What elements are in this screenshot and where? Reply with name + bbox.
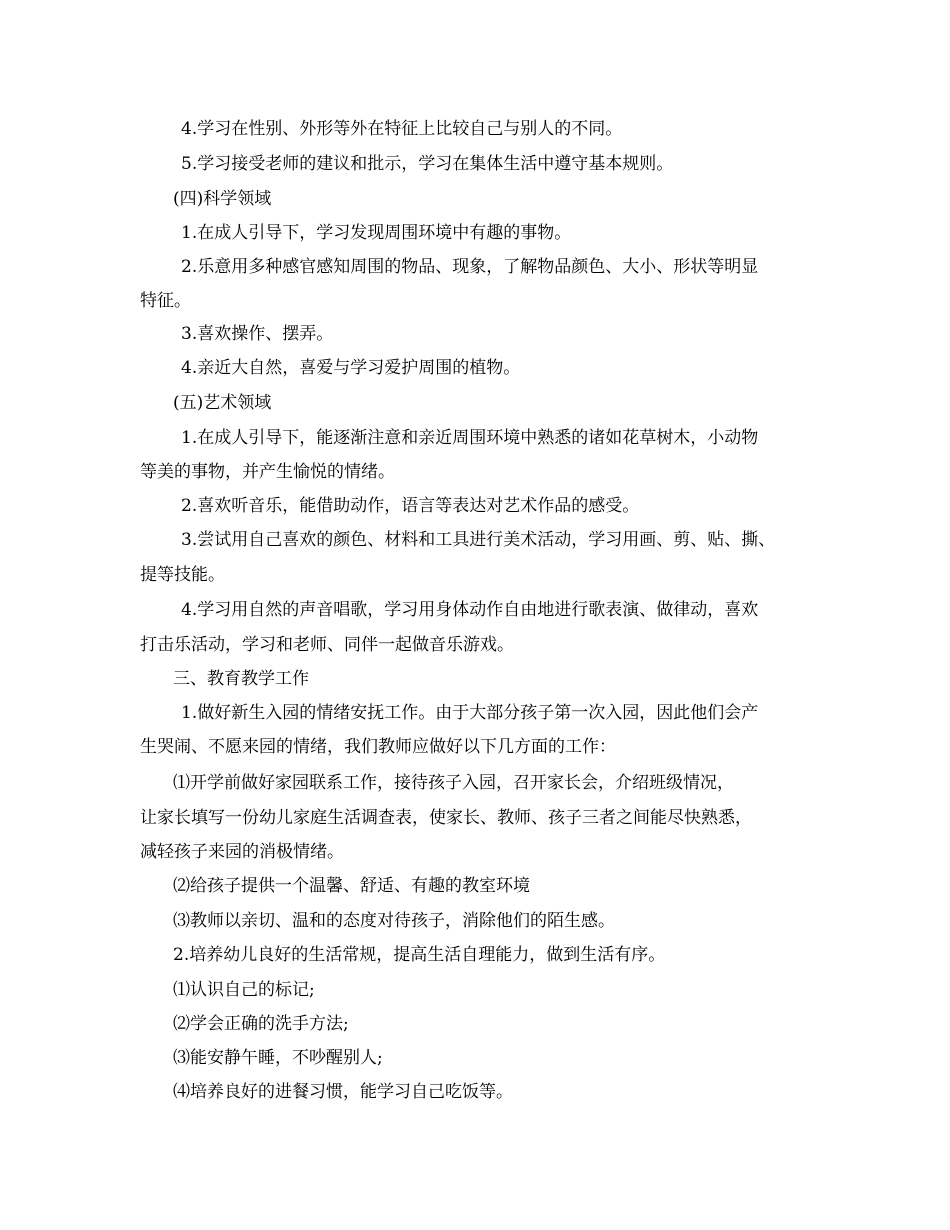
paragraph-line: ⑶教师以亲切、温和的态度对待孩子，消除他们的陌生感。 [173, 911, 615, 931]
paragraph-line: 减轻孩子来园的消极情绪。 [140, 842, 344, 862]
paragraph-line: 3.尝试用自己喜欢的颜色、材料和工具进行美术活动，学习用画、剪、贴、撕、 [181, 530, 776, 550]
paragraph-line: 4.学习在性别、外形等外在特征上比较自己与别人的不同。 [181, 119, 623, 139]
paragraph-line: 生哭闹、不愿来园的情绪，我们教师应做好以下几方面的工作： [140, 737, 616, 757]
paragraph-line: 等美的事物，并产生愉悦的情绪。 [140, 462, 395, 482]
paragraph-line: 2.培养幼儿良好的生活常规，提高生活自理能力，做到生活有序。 [173, 945, 666, 965]
paragraph-line: 提等技能。 [140, 565, 225, 585]
paragraph-line: 特征。 [140, 291, 191, 311]
list-item: ⑷培养良好的进餐习惯，能学习自己吃饭等。 [173, 1082, 513, 1102]
paragraph-line: 2.乐意用多种感官感知周围的物品、现象，了解物品颜色、大小、形状等明显 [181, 257, 759, 277]
paragraph-line: ⑴开学前做好家园联系工作，接待孩子入园，召开家长会，介绍班级情况， [173, 773, 734, 793]
paragraph-line: 4.亲近大自然，喜爱与学习爱护周围的植物。 [181, 358, 521, 378]
paragraph-line: 打击乐活动，学习和老师、同伴一起做音乐游戏。 [140, 635, 514, 655]
section-heading: 三、教育教学工作 [173, 669, 309, 689]
paragraph-line: 1.做好新生入园的情绪安抚工作。由于大部分孩子第一次入园，因此他们会产 [181, 703, 759, 723]
list-item: ⑴认识自己的标记; [173, 980, 315, 1000]
list-item: ⑶能安静午睡，不吵醒别人; [173, 1048, 383, 1068]
section-heading: (五)艺术领域 [173, 393, 272, 413]
paragraph-line: 2.喜欢听音乐，能借助动作，语言等表达对艺术作品的感受。 [181, 496, 640, 516]
paragraph-line: ⑵给孩子提供一个温馨、舒适、有趣的教室环境 [173, 876, 530, 896]
paragraph-line: 1.在成人引导下，学习发现周围环境中有趣的事物。 [181, 223, 572, 243]
list-item: ⑵学会正确的洗手方法; [173, 1014, 349, 1034]
paragraph-line: 5.学习接受老师的建议和批示，学习在集体生活中遵守基本规则。 [181, 154, 674, 174]
paragraph-line: 让家长填写一份幼儿家庭生活调查表，使家长、教师、孩子三者之间能尽快熟悉， [140, 808, 752, 828]
section-heading: (四)科学领域 [173, 189, 272, 209]
paragraph-line: 1.在成人引导下，能逐渐注意和亲近周围环境中熟悉的诸如花草树木，小动物 [181, 428, 759, 448]
paragraph-line: 3.喜欢操作、摆弄。 [181, 324, 334, 344]
paragraph-line: 4.学习用自然的声音唱歌，学习用身体动作自由地进行歌表演、做律动，喜欢 [181, 600, 759, 620]
